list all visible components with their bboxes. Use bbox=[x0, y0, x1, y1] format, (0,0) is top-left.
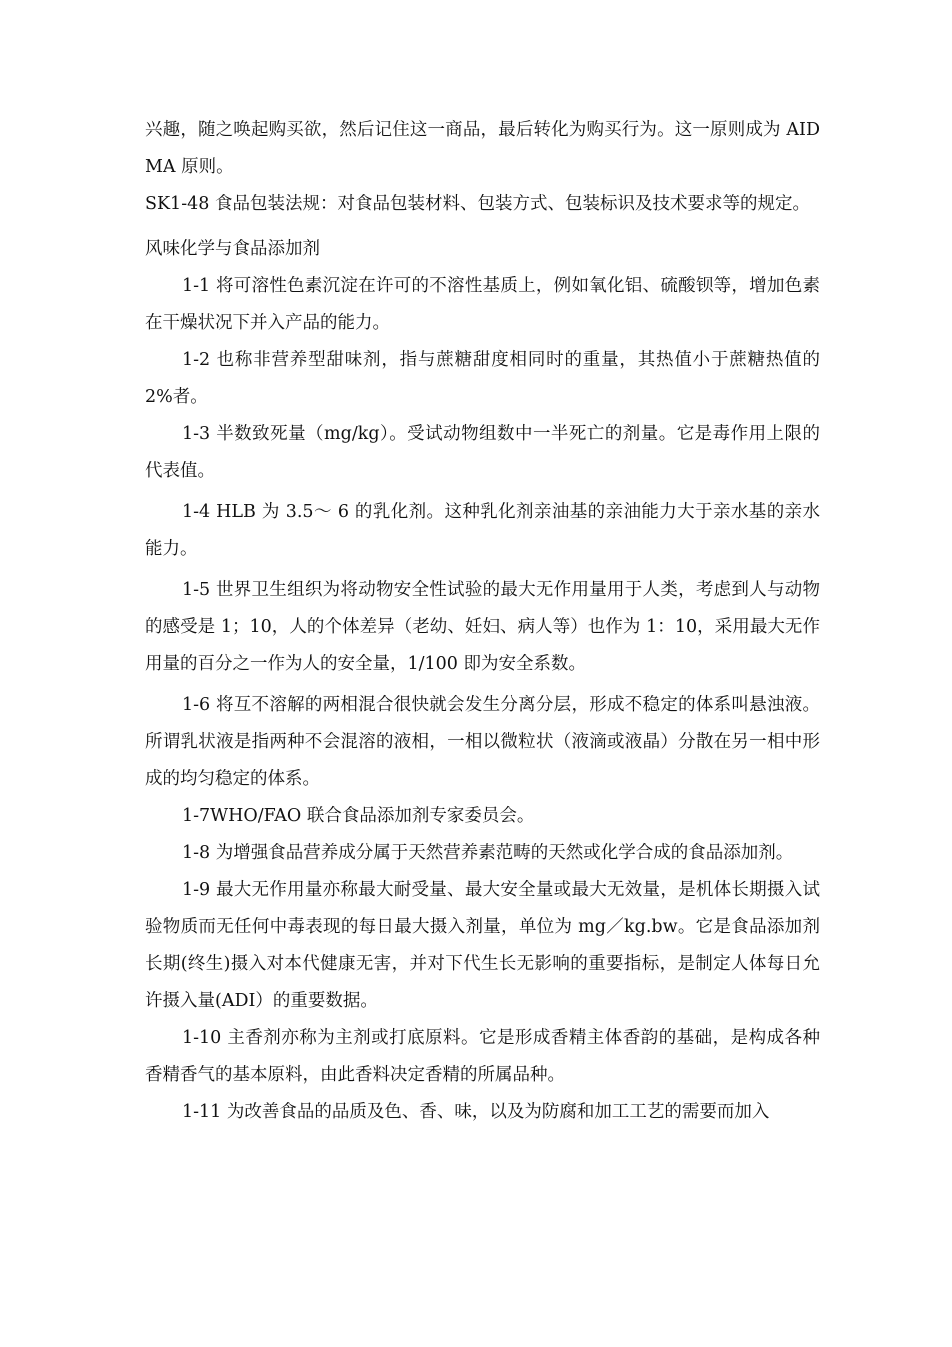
item-1-2: 1-2 也称非营养型甜味剂，指与蔗糖甜度相同时的重量，其热值小于蔗糖热值的 2%者。 bbox=[145, 350, 820, 407]
item-1-8: 1-8 为增强食品营养成分属于天然营养素范畴的天然或化学合成的食品添加剂。 bbox=[182, 843, 794, 863]
item-1-11: 1-11 为改善食品的品质及色、香、味，以及为防腐和加工工艺的需要而加入 bbox=[182, 1102, 770, 1122]
item-1-5: 1-5 世界卫生组织为将动物安全性试验的最大无作用量用于人类，考虑到人与动物的感受是 1；10，人的个体差异（老幼、妊妇、病人等）也作为 1：10，采用最大无作用量的百分之一作为人的安全量，1/100 即为安全系数。 bbox=[145, 580, 820, 674]
item-1-3: 1-3 半数致死量（mg/kg）。受试动物组数中一半死亡的剂量。它是毒作用上限的代表值。 bbox=[145, 424, 820, 481]
section-title: 风味化学与食品添加剂 bbox=[145, 239, 320, 259]
item-1-9: 1-9 最大无作用量亦称最大耐受量、最大安全量或最大无效量，是机体长期摄入试验物质而无任何中毒表现的每日最大摄入剂量，单位为 mg／kg.bw。它是食品添加剂长期(终生)摄入对本代健康无害，并对下代生长无影响的重要指标，是制定人体每日允许摄入量(ADI）的重要数据。 bbox=[145, 880, 820, 1011]
item-1-10: 1-10 主香剂亦称为主剂或打底原料。它是形成香精主体香韵的基础，是构成各种香精香气的基本原料，由此香料决定香精的所属品种。 bbox=[145, 1028, 820, 1085]
item-1-6: 1-6 将互不溶解的两相混合很快就会发生分离分层，形成不稳定的体系叫悬浊液。所谓乳状液是指两种不会混溶的液相，一相以微粒状（液滴或液晶）分散在另一相中形成的均匀稳定的体系。 bbox=[145, 695, 820, 789]
intro-paragraph-packaging-law: SK1-48 食品包装法规：对食品包装材料、包装方式、包装标识及技术要求等的规定。 bbox=[145, 194, 810, 214]
document-body bbox=[145, 112, 820, 1131]
item-1-4: 1-4 HLB 为 3.5～ 6 的乳化剂。这种乳化剂亲油基的亲油能力大于亲水基的亲水能力。 bbox=[145, 502, 820, 559]
item-1-7: 1-7WHO/FAO 联合食品添加剂专家委员会。 bbox=[182, 806, 535, 826]
item-1-1: 1-1 将可溶性色素沉淀在许可的不溶性基质上，例如氧化铝、硫酸钡等，增加色素在干燥状况下并入产品的能力。 bbox=[145, 276, 820, 333]
intro-paragraph-aidma: 兴趣，随之唤起购买欲，然后记住这一商品，最后转化为购买行为。这一原则成为 AIDMA 原则。 bbox=[145, 120, 820, 177]
